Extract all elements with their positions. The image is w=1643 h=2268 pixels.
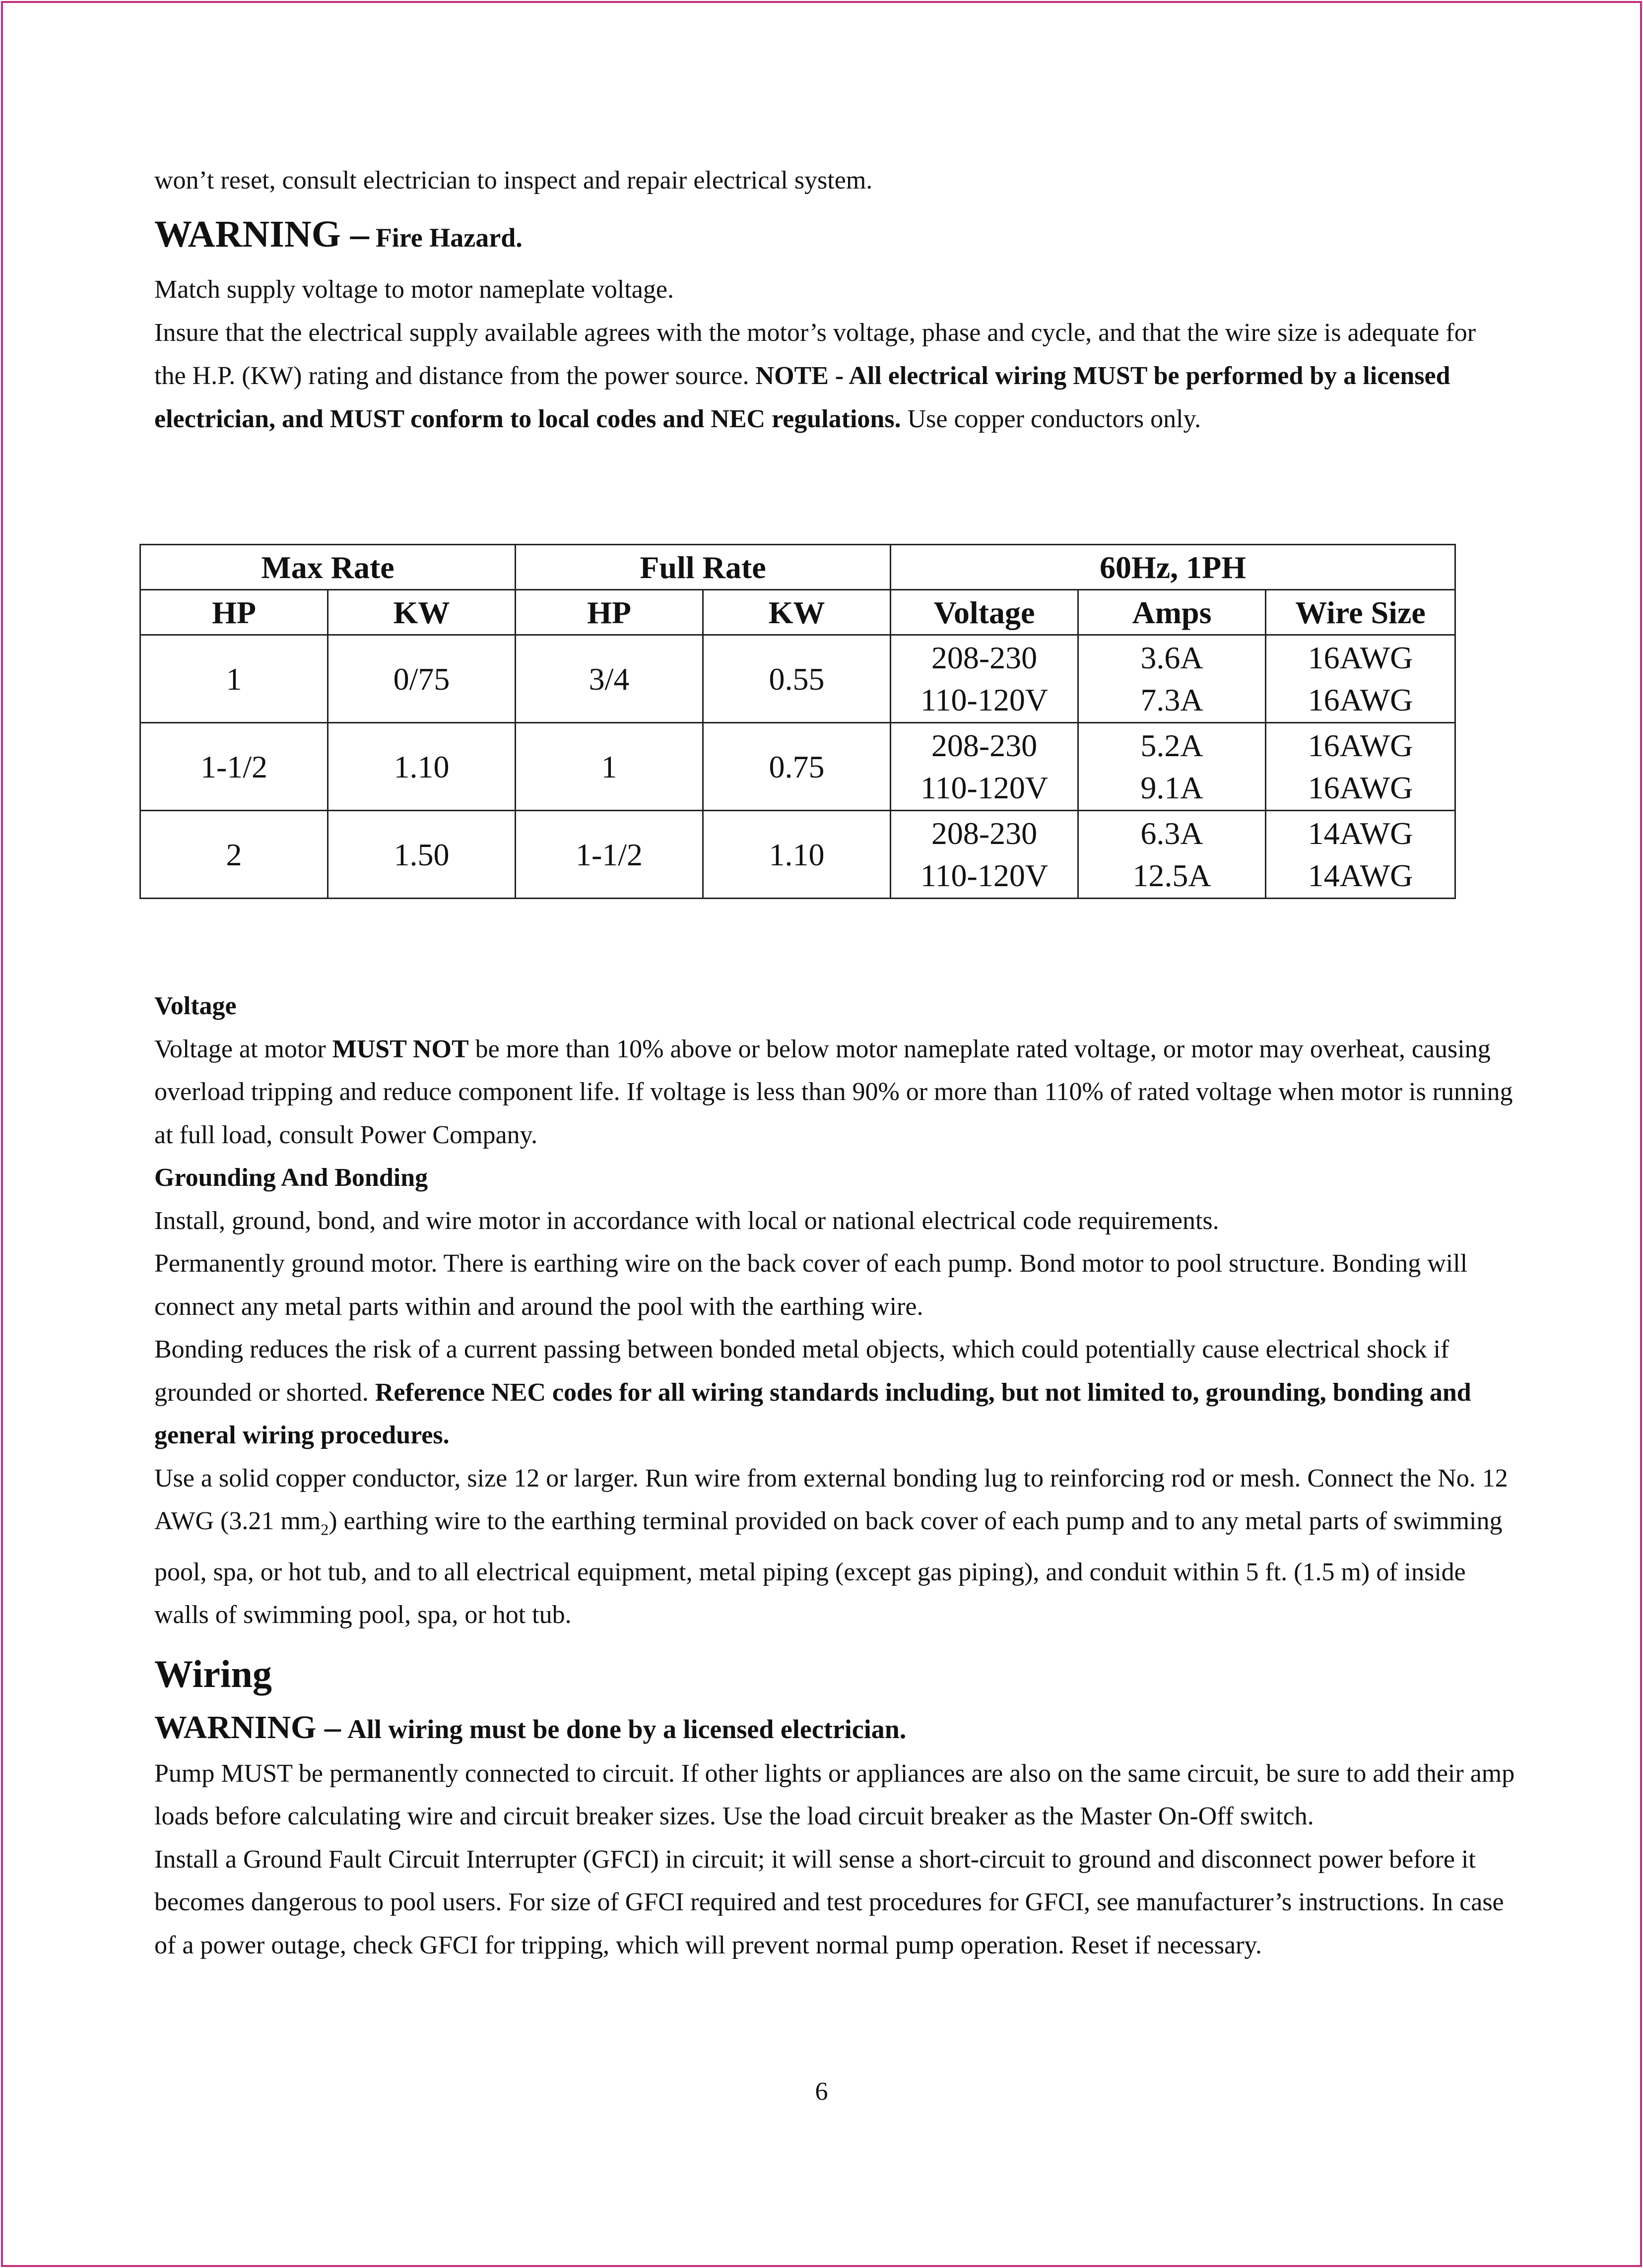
cell-wire-size: [1266, 635, 1455, 723]
grounding-p1: Install, ground, bond, and wire motor in accordance with local or national electrical code requirements.: [154, 1206, 1219, 1235]
continued-line: won’t reset, consult electrician to inspect and repair electrical system.: [154, 166, 873, 194]
cell-full-kw: 0.55: [703, 635, 891, 723]
lower-section: [154, 985, 1524, 1967]
cell-full-hp: 1: [516, 723, 703, 811]
cell-wire-size: [1266, 811, 1455, 899]
table-group-header-row: [140, 545, 1455, 590]
wire-value: 16AWG: [1308, 682, 1413, 717]
grounding-p4: [154, 1457, 1524, 1637]
cell-full-kw: 0.75: [703, 723, 891, 811]
voltage-heading: Voltage: [154, 992, 237, 1020]
cell-wire-size: [1266, 723, 1455, 811]
cell-full-hp: 1-1/2: [516, 811, 703, 899]
voltage-paragraph: [154, 1028, 1524, 1157]
cell-voltage: [891, 635, 1078, 723]
wiring-heading: Wiring: [154, 1652, 272, 1695]
amps-value: 6.3A: [1140, 816, 1203, 851]
nec-note: NOTE - All electrical wiring MUST be performed by a licensed electrician, and MUST conform to local codes and NEC regulations.: [154, 362, 1450, 433]
header-full-rate: Full Rate: [516, 545, 891, 590]
match-voltage-text: Match supply voltage to motor nameplate voltage.: [154, 275, 674, 304]
cell-full-hp: 3/4: [516, 635, 703, 723]
cell-max-hp: 2: [140, 811, 328, 899]
subscript-2: 2: [321, 1520, 329, 1539]
table-row: [140, 723, 1455, 811]
header-voltage: Voltage: [891, 590, 1078, 635]
supply-paragraph: [154, 311, 1504, 441]
must-not-text: MUST NOT: [332, 1035, 469, 1063]
amps-value: 12.5A: [1132, 858, 1211, 893]
voltage-value: 110-120V: [920, 682, 1049, 717]
cell-voltage: [891, 723, 1078, 811]
amps-value: 7.3A: [1140, 682, 1203, 717]
wiring-warning: [154, 1705, 1524, 1752]
voltage-value: 110-120V: [920, 858, 1049, 893]
warning-word: WARNING –: [154, 1709, 341, 1746]
wire-value: 14AWG: [1308, 858, 1413, 893]
voltage-text-b: be more than 10% above or below motor nameplate rated voltage, or motor may overheat, causing overload tripping and reduce component life. If voltage is less than 90% or more than 110% of rated voltage when motor is running at full load, consult Power Company.: [154, 1035, 1513, 1149]
voltage-value: 208-230: [931, 640, 1038, 675]
header-amps: Amps: [1078, 590, 1266, 635]
cell-amps: [1078, 811, 1266, 899]
grounding-p3: [154, 1328, 1524, 1457]
top-section: [154, 159, 1504, 441]
copper-note: Use copper conductors only.: [907, 405, 1201, 433]
cell-full-kw: 1.10: [703, 811, 891, 899]
supply-text: Insure that the electrical supply available agrees with the motor’s voltage, phase and cycle, and that the wire size is adequate for the H.P. (KW) rating and distance from the power source.: [154, 319, 1476, 390]
wire-value: 16AWG: [1308, 770, 1413, 805]
fire-hazard-warning: [154, 211, 1504, 262]
voltage-text-a: Voltage at motor: [154, 1035, 326, 1063]
wiring-p1: Pump MUST be permanently connected to circuit. If other lights or appliances are also on the same circuit, be sure to add their amp loads before calculating wire and circuit breaker sizes. Use the load circuit breaker as the Master On-Off switch.: [154, 1759, 1515, 1831]
amps-value: 9.1A: [1140, 770, 1203, 805]
cell-max-kw: 1.50: [328, 811, 516, 899]
table-row: [140, 635, 1455, 723]
conductor-text-b: ) earthing wire to the earthing terminal provided on back cover of each pump and to any metal parts of swimming pool, spa, or hot tub, and to all electrical equipment, metal piping (except gas piping), and conduit within 5 ft. (1.5 m) of inside walls of swimming pool, spa, or hot tub.: [154, 1507, 1503, 1629]
cell-max-hp: 1-1/2: [140, 723, 328, 811]
voltage-value: 208-230: [931, 816, 1038, 851]
motor-spec-table: [139, 544, 1456, 899]
wiring-p2: Install a Ground Fault Circuit Interrupter (GFCI) in circuit; it will sense a short-circuit to ground and disconnect power before it becomes dangerous to pool users. For size of GFCI required and test procedures for GFCI, see manufacturer’s instructions. In case of a power outage, check GFCI for tripping, which will prevent normal pump operation. Reset if necessary.: [154, 1845, 1504, 1959]
cell-max-kw: 0/75: [328, 635, 516, 723]
table-sub-header-row: [140, 590, 1455, 635]
warning-text: All wiring must be done by a licensed electrician.: [347, 1714, 907, 1744]
header-wire-size: Wire Size: [1266, 590, 1455, 635]
voltage-value: 208-230: [931, 728, 1038, 763]
cell-max-kw: 1.10: [328, 723, 516, 811]
header-60hz-1ph: 60Hz, 1PH: [891, 545, 1455, 590]
header-max-rate: Max Rate: [140, 545, 516, 590]
cell-voltage: [891, 811, 1078, 899]
voltage-value: 110-120V: [920, 770, 1049, 805]
nec-reference-text: Reference NEC codes for all wiring standards including, but not limited to, grounding, bonding and general wiring procedures.: [154, 1378, 1471, 1449]
header-full-hp: HP: [516, 590, 703, 635]
warning-word: WARNING –: [154, 213, 369, 255]
header-max-kw: KW: [328, 590, 516, 635]
conductor-text-a: Use a solid copper conductor, size 12 or larger. Run wire from external bonding lug to reinforcing rod or mesh. Connect the No. 12 AWG (3.21 mm: [154, 1464, 1508, 1535]
grounding-p2: Permanently ground motor. There is earthing wire on the back cover of each pump. Bond motor to pool structure. Bonding will connect any metal parts within and around the pool with the earthing wire.: [154, 1249, 1468, 1321]
wire-value: 16AWG: [1308, 728, 1413, 763]
warning-text: Fire Hazard.: [375, 223, 523, 253]
header-max-hp: HP: [140, 590, 328, 635]
cell-amps: [1078, 723, 1266, 811]
table-row: [140, 811, 1455, 899]
amps-value: 3.6A: [1140, 640, 1203, 675]
wire-value: 16AWG: [1308, 640, 1413, 675]
grounding-heading: Grounding And Bonding: [154, 1164, 428, 1192]
page-number: 6: [815, 2077, 828, 2106]
header-full-kw: KW: [703, 590, 891, 635]
bonding-risk-text: Bonding reduces the risk of a current passing between bonded metal objects, which could potentially cause electrical shock if grounded or shorted.: [154, 1335, 1449, 1407]
cell-amps: [1078, 635, 1266, 723]
amps-value: 5.2A: [1140, 728, 1203, 763]
cell-max-hp: 1: [140, 635, 328, 723]
wire-value: 14AWG: [1308, 816, 1413, 851]
